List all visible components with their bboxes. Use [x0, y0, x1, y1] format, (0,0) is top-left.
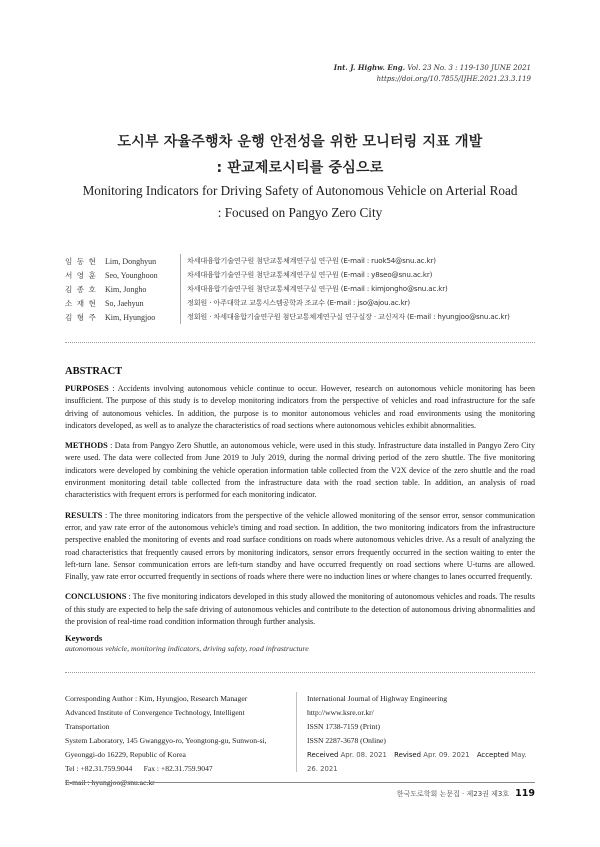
author-name-korean: 김 종 호 — [65, 284, 97, 294]
journal-citation: Vol. 23 No. 3 : 119-130 JUNE 2021 — [407, 64, 531, 72]
issn-online: ISSN 2287-3678 (Online) — [307, 736, 386, 745]
abstract-conclusions — [65, 591, 535, 628]
author-name-english: So, Jaehyun — [105, 298, 144, 308]
correspondence-line: Tel : +82.31.759.9044 Fax : +82.31.759.9047 — [65, 764, 213, 773]
author-name-korean: 김 형 주 — [65, 312, 97, 322]
conclusions-label: CONCLUSIONS — [65, 592, 127, 602]
methods-label: METHODS — [65, 441, 108, 451]
author-row — [65, 254, 545, 268]
author-affiliation: 차세대융합기술연구원 첨단교통체계연구실 연구원 (E-mail : ruok54@snu.ac.kr) — [180, 254, 436, 268]
accepted-label: Accepted — [476, 751, 509, 759]
author-name-english: Lim, Donghyun — [105, 256, 157, 266]
journal-name: International Journal of Highway Engineering — [307, 694, 448, 703]
footer-rule — [65, 782, 535, 783]
dotted-divider — [65, 342, 535, 343]
correspondence-line: Advanced Institute of Convergence Technology, Intelligent Transportation — [65, 708, 245, 731]
author-name-english: Kim, Hyungjoo — [105, 312, 156, 322]
abstract-results — [65, 510, 535, 584]
keywords-text: autonomous vehicle, monitoring indicators, driving safety, road infrastructure — [65, 644, 309, 654]
author-name-korean: 소 재 현 — [65, 298, 97, 308]
page-footer — [397, 788, 535, 799]
author-row — [65, 282, 545, 296]
journal-reference — [334, 62, 531, 85]
author-row — [65, 310, 545, 324]
author-name-korean: 서 영 훈 — [65, 270, 97, 280]
keywords-heading: Keywords — [65, 633, 103, 644]
author-affiliation: 정회원 · 차세대융합기술연구원 첨단교통체계연구실 연구실장 · 교신저자 (E-mail : hyungjoo@snu.ac.kr) — [180, 310, 510, 324]
author-affiliation: 차세대융합기술연구원 첨단교통체계연구실 연구원 (E-mail : kimjongho@snu.ac.kr) — [180, 282, 448, 296]
author-row — [65, 268, 545, 282]
journal-info-block — [307, 692, 537, 776]
page-number: 119 — [515, 788, 535, 799]
footer-vertical-divider — [296, 692, 297, 772]
accepted-date: May. 26. 2021 — [307, 751, 527, 773]
author-affiliation: 정회원 · 아주대학교 교통시스템공학과 조교수 (E-mail : jso@ajou.ac.kr) — [180, 296, 410, 310]
purposes-label: PURPOSES — [65, 384, 109, 393]
received-label: Received — [307, 751, 339, 759]
results-label: RESULTS — [65, 510, 103, 520]
issn-print: ISSN 1738-7159 (Print) — [307, 722, 380, 731]
correspondence-line: System Laboratory, 145 Gwanggyo-ro, Yeongtong-gu, Sunwon-si, — [65, 736, 267, 745]
title-english-line2: : Focused on Pangyo Zero City — [217, 205, 383, 220]
journal-abbrev: Int. J. Highw. Eng. — [333, 63, 406, 72]
correspondence-email[interactable]: E-mail : hyungjoo@snu.ac.kr — [65, 778, 155, 787]
title-english-line1: Monitoring Indicators for Driving Safety of Autonomous Vehicle on Arterial Road — [82, 183, 518, 198]
author-name-korean: 임 동 현 — [65, 256, 97, 266]
purposes-text: : Accidents involving autonomous vehicle continue to occur. However, research on autonomous vehicle monitoring has been insufficient. The purpose of this study is to develop monitoring indicators from the perspective of vehicles and road infrastructure for the safe driving of autonomous vehicles. In addition, the purpose is to monitor autonomous vehicles and road environments using the monitoring indicators developed, as well as to analyze the characteristics of road sections where autonomous vehicles exhibit abnormalities. — [65, 384, 535, 430]
revised-label: Revised — [394, 751, 422, 759]
abstract-purposes — [65, 383, 535, 432]
author-name-english: Seo, Younghoon — [105, 270, 158, 280]
doi-link[interactable]: https://doi.org/10.7855/IJHE.2021.23.3.119 — [376, 75, 531, 83]
author-name-english: Kim, Jongho — [105, 284, 147, 294]
dotted-divider — [65, 672, 535, 673]
title-korean-line2: : 판교제로시티를 중심으로 — [216, 160, 384, 176]
correspondence-block — [65, 692, 285, 790]
correspondence-line: Gyeonggi-do 16229, Republic of Korea — [65, 750, 186, 759]
abstract-section — [65, 366, 535, 655]
abstract-methods — [65, 440, 535, 501]
author-row — [65, 296, 545, 310]
author-affiliation: 차세대융합기술연구원 첨단교통체계연구실 연구원 (E-mail : y8seo@snu.ac.kr) — [180, 268, 432, 282]
submission-dates — [307, 748, 537, 776]
conclusions-text: : The five monitoring indicators developed in this study allowed the monitoring of autonomous vehicles and roads. The results of this study are expected to help the safe driving of autonomous vehicles and contribute to the detection of autonomous driving abnormalities and the provision of real-time road condition information through further analysis. — [65, 592, 535, 627]
title-korean-line1: 도시부 자율주행차 운행 안전성을 위한 모니터링 지표 개발 — [117, 134, 483, 150]
received-date: Apr. 08. 2021 — [340, 751, 387, 759]
abstract-heading: ABSTRACT — [65, 366, 123, 377]
footer-journal-name: 한국도로학회 논문집 · 제23권 제3호 — [396, 790, 510, 798]
author-list — [65, 254, 545, 324]
results-text: : The three monitoring indicators from the perspective of the vehicle allowed monitoring of the sensor error, sensor communication error, and yaw rate error of the autonomous vehicle's timing and road section. In addition, the two monitoring indicators from the infrastructure perspective enabled the monitoring of events and road surface conditions on roads where autonomous vehicles drive. As a result of analyzing the road characteristics that frequently caused errors by monitoring indicators, sensor errors frequently occurred in the section waiting to enter the left-turn lane. Sensor communication errors are left-turn standby and have occurred frequently on road sections where U-turns are allowed. Finally, yaw rate error occurred frequently in sections of roads where there were no induction lines or where changes to lanes occurred frequently. — [65, 510, 535, 582]
journal-url[interactable]: http://www.ksre.or.kr/ — [307, 708, 374, 717]
methods-text: : Data from Pangyo Zero Shuttle, an autonomous vehicle, were used in this study. Infrastructure data installed in Pangyo Zero City were used. The data were collected from June 2019 to July 2019, during the normal driving period of the zero shuttle. The five monitoring indicators were developed by combining the vehicle operation information table collected from the V2X device of the zero shuttle and the road environment monitoring detail table collected from the infrastructure data with the road section table. In addition, an analysis of road characteristics with frequent errors is performed for each monitoring indicator. — [65, 441, 535, 500]
correspondence-line: Corresponding Author : Kim, Hyungjoo, Research Manager — [65, 694, 248, 703]
revised-date: Apr. 09. 2021 — [423, 751, 470, 759]
